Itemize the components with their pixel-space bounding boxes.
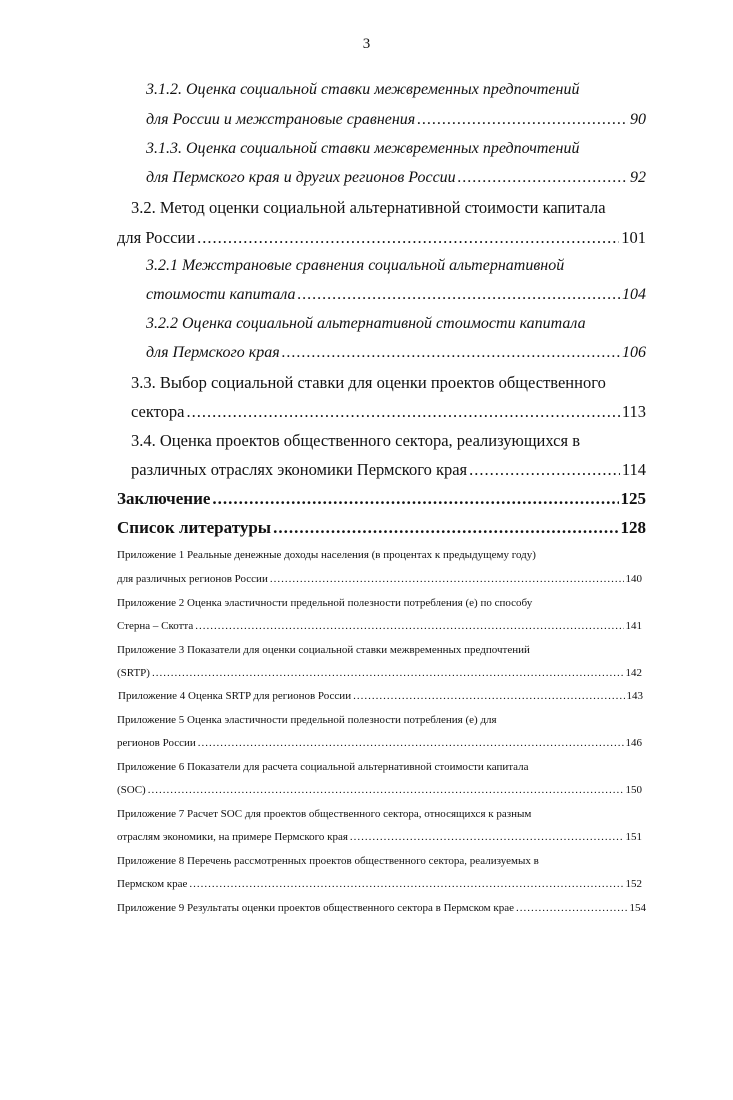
leader-dots: [298, 286, 620, 304]
toc-page-number: 140: [625, 573, 642, 585]
toc-page-number: 152: [625, 878, 642, 890]
leader-dots: [417, 111, 628, 129]
toc-line: [117, 597, 646, 609]
toc-entry-text: регионов России: [117, 737, 196, 749]
toc-entry-text: сектора: [131, 402, 185, 421]
toc-line: [131, 460, 646, 480]
toc-line: [118, 690, 643, 702]
leader-dots: [353, 690, 624, 702]
toc-page-number: 113: [621, 402, 646, 421]
toc-entry-text: для России: [117, 228, 196, 247]
toc-line: [117, 878, 642, 890]
toc-page-number: 114: [621, 460, 646, 479]
toc-entry-text: Список литературы: [117, 518, 272, 537]
toc-line: [117, 489, 646, 509]
toc-page-number: 151: [625, 831, 642, 843]
leader-dots: [186, 402, 619, 422]
toc-entry-text: для Пермского края и других регионов России: [146, 169, 456, 186]
toc-entry-text: 3.2.2 Оценка социальной альтернативной стоимости капитала: [146, 315, 586, 332]
leader-dots: [198, 737, 624, 749]
toc-page-number: 125: [620, 489, 646, 508]
toc-entry-text: (SRTP): [117, 667, 150, 679]
toc-line: [117, 831, 642, 843]
leader-dots: [189, 878, 623, 890]
toc-entry-text: Стерна – Скотта: [117, 620, 194, 632]
leader-dots: [516, 902, 628, 914]
toc-entry-text: Приложение 1 Реальные денежные доходы населения (в процентах к предыдущему году): [117, 549, 536, 561]
toc-line: [117, 902, 646, 914]
toc-entry-text: Приложение 2 Оценка эластичности предельной полезности потребления (е) по способу: [117, 597, 533, 609]
leader-dots: [458, 169, 628, 187]
toc-entry-text: для Пермского края: [146, 344, 280, 361]
toc-page-number: 143: [626, 690, 643, 702]
toc-line: [146, 111, 646, 129]
toc-entry-text: для России и межстрановые сравнения: [146, 111, 416, 128]
toc-entry-text: для различных регионов России: [117, 573, 268, 585]
toc-line: [146, 81, 646, 99]
toc-line: [117, 737, 642, 749]
toc-page-number: 104: [622, 286, 646, 303]
toc-entry-text: 3.2. Метод оценки социальной альтернативной стоимости капитала: [131, 198, 606, 217]
toc-line: [117, 518, 646, 538]
leader-dots: [152, 667, 624, 679]
leader-dots: [148, 784, 624, 796]
toc-entry-text: 3.3. Выбор социальной ставки для оценки проектов общественного: [131, 373, 606, 392]
toc-entry-text: Приложение 3 Показатели для оценки социальной ставки межвременных предпочтений: [117, 644, 530, 656]
toc-entry-text: Приложение 7 Расчет SOC для проектов общественного сектора, относящихся к разным: [117, 808, 532, 820]
toc-line: [117, 714, 646, 726]
toc-entry-text: 3.1.3. Оценка социальной ставки межвременных предпочтений: [146, 140, 580, 157]
toc-entry-text: Приложение 9 Результаты оценки проектов общественного сектора в Пермском крае: [117, 902, 514, 914]
leader-dots: [212, 489, 618, 509]
leader-dots: [195, 620, 623, 632]
toc-page-number: 150: [625, 784, 642, 796]
toc-entry-text: Приложение 8 Перечень рассмотренных проектов общественного сектора, реализуемых в: [117, 855, 539, 867]
toc-entry-text: отраслям экономики, на примере Пермского края: [117, 831, 348, 843]
toc-entry-text: 3.4. Оценка проектов общественного сектора, реализующихся в: [131, 431, 580, 450]
toc-line: [117, 761, 646, 773]
toc-entry-text: Пермском крае: [117, 878, 188, 890]
leader-dots: [270, 573, 624, 585]
toc-entry-text: Приложение 5 Оценка эластичности предельной полезности потребления (е) для: [117, 714, 497, 726]
toc-page-number: 92: [630, 169, 646, 186]
leader-dots: [282, 344, 620, 362]
leader-dots: [469, 460, 620, 480]
toc-entry-text: 3.1.2. Оценка социальной ставки межвременных предпочтений: [146, 81, 580, 98]
toc-line: [117, 228, 646, 248]
leader-dots: [197, 228, 619, 248]
toc-line: [146, 286, 646, 304]
toc-entry-text: Приложение 4 Оценка SRTP для регионов России: [118, 690, 352, 702]
toc-line: [131, 373, 646, 393]
toc-page-number: 101: [621, 228, 646, 247]
leader-dots: [273, 518, 618, 538]
toc-line: [117, 855, 646, 867]
toc-page-number: 141: [625, 620, 642, 632]
toc-line: [117, 808, 646, 820]
toc-line: [117, 667, 642, 679]
toc-line: [146, 315, 646, 333]
toc-line: [117, 573, 642, 585]
toc-entry-text: стоимости капитала: [146, 286, 296, 303]
toc-entry-text: Приложение 6 Показатели для расчета социальной альтернативной стоимости капитала: [117, 761, 529, 773]
toc-entry-text: (SOC): [117, 784, 146, 796]
toc-page-number: 154: [629, 902, 646, 914]
toc-line: [146, 140, 646, 158]
toc-entry-text: Заключение: [117, 489, 211, 508]
toc-page-number: 90: [630, 111, 646, 128]
toc-line: [131, 402, 646, 422]
toc-entry-text: 3.2.1 Межстрановые сравнения социальной альтернативной: [146, 257, 565, 274]
toc-line: [146, 344, 646, 362]
toc-line: [146, 169, 646, 187]
toc-page-number: 128: [620, 518, 646, 537]
toc-page-number: 142: [625, 667, 642, 679]
toc-page-number: 146: [625, 737, 642, 749]
toc-page-number: 106: [622, 344, 646, 361]
toc-line: [117, 549, 646, 561]
leader-dots: [350, 831, 624, 843]
page-number: 3: [362, 36, 371, 52]
toc-line: [117, 644, 646, 656]
toc-line: [146, 257, 646, 275]
toc-line: [117, 620, 642, 632]
toc-line: [131, 431, 646, 451]
toc-line: [131, 198, 646, 218]
toc-entry-text: различных отраслях экономики Пермского края: [131, 460, 468, 479]
toc-line: [117, 784, 642, 796]
